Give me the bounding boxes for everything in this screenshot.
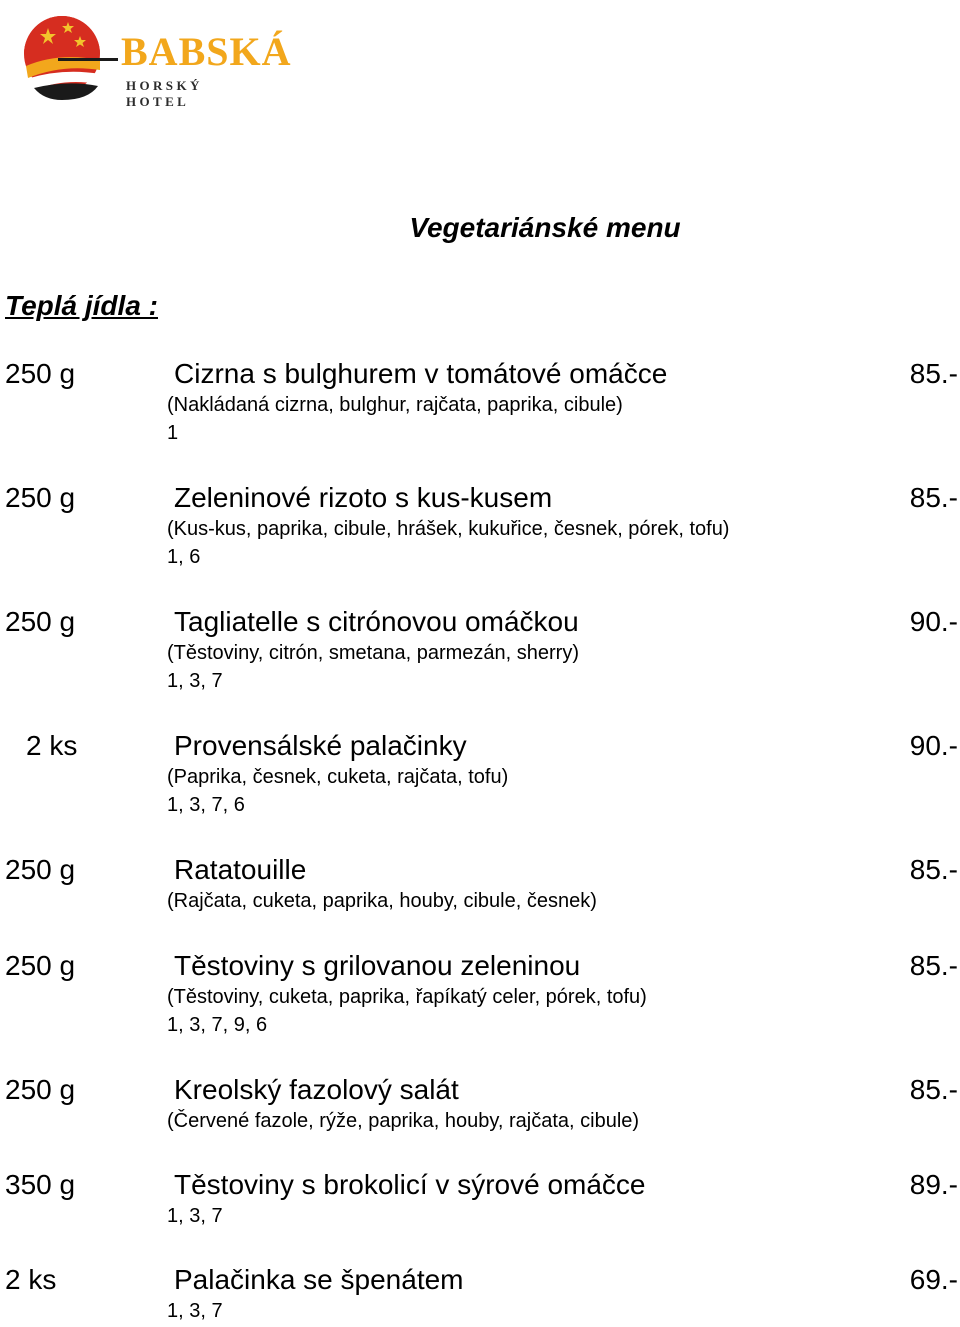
item-quantity: 250 g xyxy=(5,854,76,885)
item-description: (Nakládaná cizrna, bulghur, rajčata, paprika, cibule) xyxy=(167,394,623,416)
item-description: (Těstoviny, citrón, smetana, parmezán, sherry) xyxy=(167,642,579,664)
item-name: Provensálské palačinky xyxy=(174,730,467,761)
item-allergens: 1, 3, 7 xyxy=(167,1300,223,1322)
item-description: (Rajčata, cuketa, paprika, houby, cibule, česnek) xyxy=(167,890,597,912)
item-price: 85.- xyxy=(909,358,958,389)
item-price: 90.- xyxy=(909,730,958,761)
item-name: Tagliatelle s citrónovou omáčkou xyxy=(174,606,579,637)
item-quantity: 250 g xyxy=(5,606,76,637)
item-name: Kreolský fazolový salát xyxy=(174,1074,459,1105)
item-name: Ratatouille xyxy=(174,854,307,885)
item-name: Zeleninové rizoto s kus-kusem xyxy=(174,482,553,513)
item-allergens: 1, 3, 7, 6 xyxy=(167,794,245,816)
item-description: (Těstoviny, cuketa, paprika, řapíkatý celer, pórek, tofu) xyxy=(167,986,647,1008)
item-allergens: 1 xyxy=(167,422,179,444)
item-quantity: 250 g xyxy=(5,482,76,513)
item-allergens: 1, 6 xyxy=(167,546,201,568)
hotel-logo xyxy=(18,8,292,109)
menu-title: Vegetariánské menu xyxy=(409,212,681,243)
item-price: 89.- xyxy=(909,1169,958,1200)
logo-subtitle-text: HORSKÝ HOTEL xyxy=(126,78,203,109)
item-quantity: 250 g xyxy=(5,1074,76,1105)
item-price: 85.- xyxy=(909,854,958,885)
section-title: Teplá jídla : xyxy=(5,290,158,321)
item-quantity: 250 g xyxy=(5,950,76,981)
item-description: (Červené fazole, rýže, paprika, houby, rajčata, cibule) xyxy=(167,1110,640,1132)
item-allergens: 1, 3, 7 xyxy=(167,1205,223,1227)
item-price: 85.- xyxy=(909,1074,958,1105)
item-quantity: 2 ks xyxy=(5,1264,57,1295)
logo-emblem-icon xyxy=(18,8,118,104)
item-name: Těstoviny s grilovanou zeleninou xyxy=(174,950,581,981)
item-allergens: 1, 3, 7, 9, 6 xyxy=(167,1014,268,1036)
item-price: 69.- xyxy=(909,1264,958,1295)
item-description: (Paprika, česnek, cuketa, rajčata, tofu) xyxy=(167,766,509,788)
item-price: 85.- xyxy=(909,482,958,513)
item-name: Palačinka se špenátem xyxy=(174,1264,464,1295)
logo-brand-text: BABSKÁ xyxy=(121,29,292,74)
item-allergens: 1, 3, 7 xyxy=(167,670,223,692)
item-name: Cizrna s bulghurem v tomátové omáčce xyxy=(174,358,668,389)
item-price: 90.- xyxy=(909,606,958,637)
item-quantity: 2 ks xyxy=(26,730,78,761)
item-price: 85.- xyxy=(909,950,958,981)
item-quantity: 350 g xyxy=(5,1169,76,1200)
item-quantity: 250 g xyxy=(5,358,76,389)
item-name: Těstoviny s brokolicí v sýrové omáčce xyxy=(174,1169,646,1200)
item-description: (Kus-kus, paprika, cibule, hrášek, kukuřice, česnek, pórek, tofu) xyxy=(167,518,730,540)
